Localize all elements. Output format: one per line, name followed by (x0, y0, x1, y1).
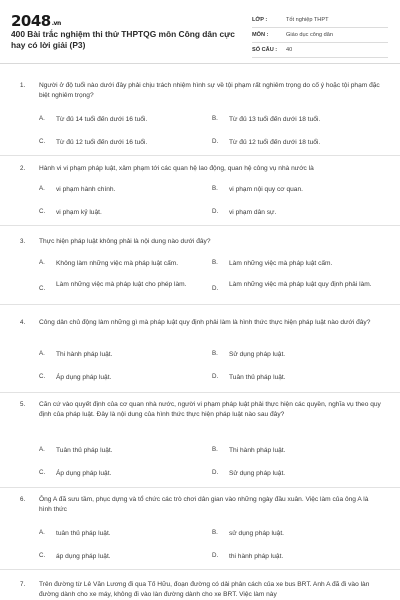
option-letter: D. (212, 469, 219, 476)
question-text: Hành vi vi phạm pháp luật, xâm phạm tới các quan hệ lao động, quan hệ công vụ nhà nước là (39, 165, 314, 172)
option-letter: B. (212, 350, 218, 357)
option-text: vi phạm hành chính. (56, 186, 116, 193)
meta-row-subject (252, 28, 388, 43)
option-letter: B. (212, 446, 218, 453)
option-letter: D. (212, 138, 219, 145)
site-logo[interactable] (11, 12, 61, 30)
option-text: Từ đủ 13 tuổi đến dưới 18 tuổi. (229, 116, 321, 123)
question-number: 1. (20, 82, 26, 89)
question-number: 6. (20, 496, 26, 503)
option-letter: B. (212, 115, 218, 122)
option-letter: A. (39, 529, 45, 536)
question-divider (0, 225, 400, 226)
option-letter: A. (39, 259, 45, 266)
meta-subject-label: MÔN : (252, 32, 269, 38)
question-text: Căn cứ vào quyết định của cơ quan nhà nước, người vi phạm pháp luật phải thực hiện các quyền, nghĩa vụ theo quy định của pháp luật. Đây là nội dung của hình thức thực hiện pháp luật nào sau đây? (39, 401, 381, 418)
option-text: Sử dụng pháp luật. (229, 351, 286, 358)
option-text: Từ đủ 14 tuổi đến dưới 16 tuổi. (56, 116, 148, 123)
document-header (0, 0, 400, 64)
meta-grade-value: Tốt nghiệp THPT (286, 17, 329, 23)
option-letter: C. (39, 138, 46, 145)
option-text: Làm những việc mà pháp luật cấm. (229, 260, 333, 267)
option-text: Làm những việc mà pháp luật cho phép làm. (56, 281, 187, 288)
option-text: Từ đủ 12 tuổi đến dưới 18 tuổi. (229, 139, 321, 146)
option-letter: D. (212, 208, 219, 215)
question-text: Công dân chủ động làm những gì mà pháp luật quy định phải làm là hình thức thực hiện pháp luật nào dưới đây? (39, 319, 371, 326)
option-letter: B. (212, 259, 218, 266)
option-text: vi phạm dân sự. (229, 209, 277, 216)
option-text: Tuân thủ pháp luật. (56, 447, 113, 454)
option-letter: C. (39, 469, 46, 476)
option-text: Áp dụng pháp luật. (56, 374, 112, 381)
question-divider (0, 569, 400, 570)
question-text: Thực hiện pháp luật không phải là nội dung nào dưới đây? (39, 238, 211, 245)
meta-count-value: 40 (286, 47, 293, 53)
meta-subject-value: Giáo dục công dân (286, 32, 333, 38)
option-letter: D. (212, 552, 219, 559)
option-text: tuân thủ pháp luật. (56, 530, 111, 537)
question-number: 5. (20, 401, 26, 408)
meta-grade-label: LỚP : (252, 17, 268, 23)
option-letter: A. (39, 350, 45, 357)
option-text: thi hành pháp luật. (229, 553, 284, 560)
option-text: Không làm những việc mà pháp luật cấm. (56, 260, 179, 267)
option-letter: A. (39, 446, 45, 453)
question-number: 2. (20, 165, 26, 172)
option-letter: D. (212, 285, 219, 292)
option-text: Sử dụng pháp luật. (229, 470, 286, 477)
logo-text: 2048 (11, 12, 51, 30)
meta-count-label: SỐ CÂU : (252, 47, 278, 53)
option-text: Từ đủ 12 tuổi đến dưới 16 tuổi. (56, 139, 148, 146)
option-text: vi phạm kỷ luật. (56, 209, 102, 216)
option-letter: D. (212, 373, 219, 380)
option-letter: B. (212, 185, 218, 192)
option-letter: C. (39, 552, 46, 559)
option-letter: C. (39, 373, 46, 380)
option-text: vi phạm nội quy cơ quan. (229, 186, 303, 193)
question-divider (0, 155, 400, 156)
option-letter: A. (39, 185, 45, 192)
question-number: 4. (20, 319, 26, 326)
option-text: áp dụng pháp luật. (56, 553, 111, 560)
question-number: 7. (20, 581, 26, 588)
meta-row-grade (252, 13, 388, 28)
document-title: 400 Bài trắc nghiệm thi thử THPTQG môn Công dân cực hay có lời giải (P3) (11, 29, 235, 50)
option-text: Thi hành pháp luật. (229, 447, 286, 454)
option-letter: B. (212, 529, 218, 536)
option-text: sử dụng pháp luật. (229, 530, 285, 537)
option-text: Áp dụng pháp luật. (56, 470, 112, 477)
document-meta (252, 13, 388, 58)
option-text: Làm những việc mà pháp luật quy định phải làm. (229, 281, 372, 288)
option-letter: A. (39, 115, 45, 122)
question-divider (0, 392, 400, 393)
logo-suffix: .vn (51, 20, 61, 27)
question-divider (0, 487, 400, 488)
question-divider (0, 304, 400, 305)
option-text: Tuân thủ pháp luật. (229, 374, 286, 381)
question-text: Ông A đã sưu tầm, phục dựng và tổ chức các trò chơi dân gian vào những ngày đầu xuân. Việc làm của ông A là hình thức (39, 496, 369, 513)
meta-row-count (252, 43, 388, 58)
option-text: Thi hành pháp luật. (56, 351, 113, 358)
question-number: 3. (20, 238, 26, 245)
question-text: Trên đường từ Lê Văn Lương đi qua Tố Hữu, đoạn đường có dải phân cách của xe bus BRT. Anh A đã đi vào làn đường dành cho xe máy, không đi vào làn đường dành cho xe BRT. Việc làm này (39, 581, 370, 598)
option-letter: C. (39, 285, 46, 292)
option-letter: C. (39, 208, 46, 215)
question-text: Người ở độ tuổi nào dưới đây phải chịu trách nhiệm hình sự về tội phạm rất nghiêm trọng do cố ý hoặc tội phạm đặc biệt nghiêm trọng? (39, 82, 380, 99)
